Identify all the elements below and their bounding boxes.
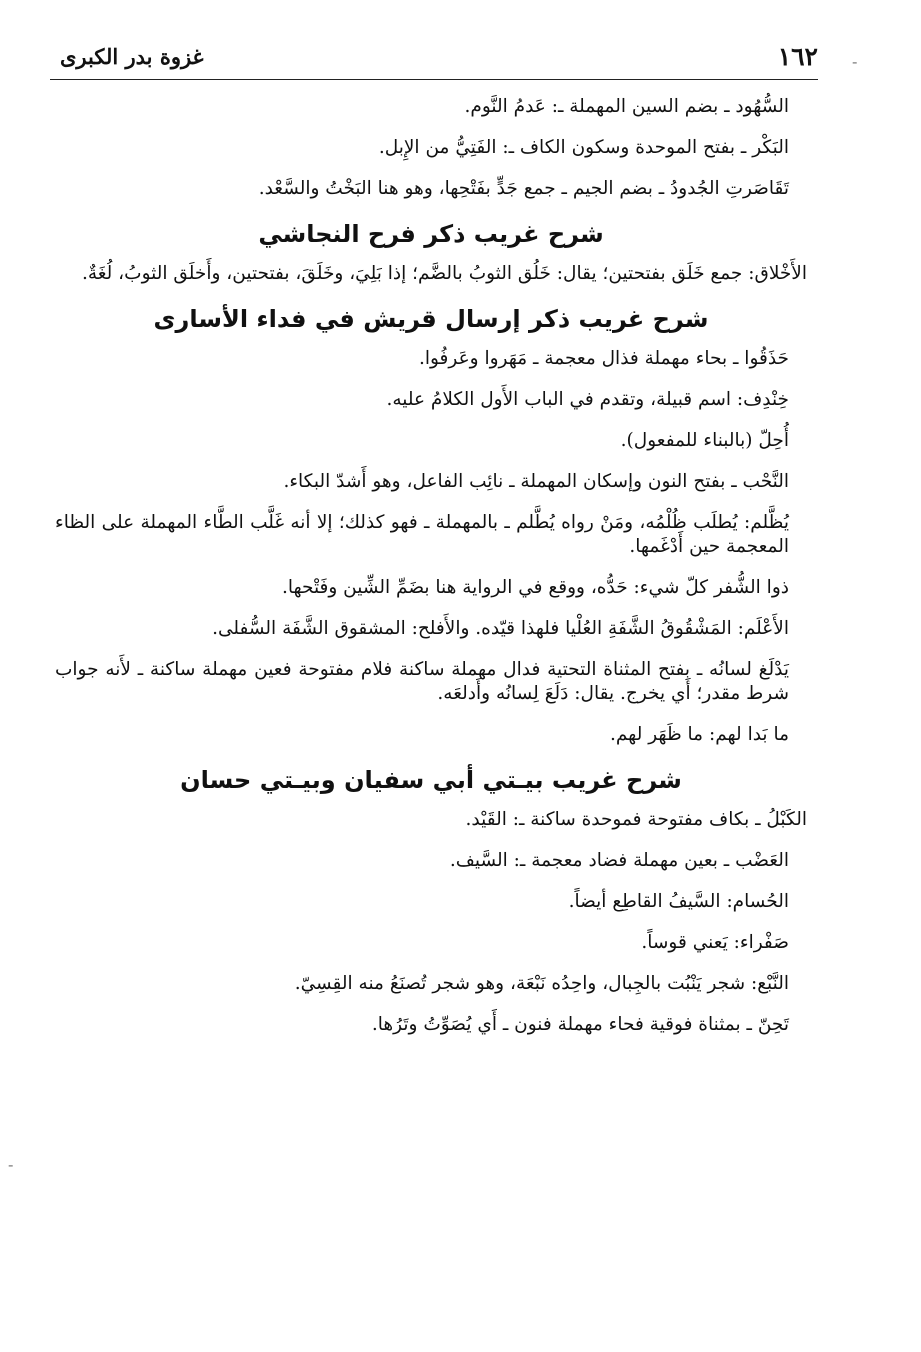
glossary-entry: تَحِنّ ـ بمثناة فوقية فحاء مهملة فنون ـ أَي يُصَوِّتُ وتَرُها. [371,1014,789,1035]
section-heading: شرح غريب بيـتي أبي سفيان وبيـتي حسان [180,766,682,794]
running-title: غزوة بدر الكبرى [60,44,204,69]
glossary-entry: النَّحْب ـ بفتح النون وإسكان المهملة ـ نائِب الفاعل، وهو أَشدّ البكاء. [283,471,789,492]
page-header [50,40,818,80]
margin-mark-top: - [852,52,858,71]
glossary-entry: صَفْراء: يَعني قوساً. [641,932,789,953]
glossary-entry: خِنْدِف: اسم قبيلة، وتقدم في الباب الأَول الكلامُ عليه. [386,389,789,410]
section-heading: شرح غريب ذكر فرح النجاشي [258,220,604,248]
margin-mark-left: - [8,1155,14,1174]
glossary-entry: يَدْلَغ لسانُه ـ بفتح المثناة التحتية فدال مهملة ساكنة فلام مفتوحة فعين مهملة ساكنة ـ لأَنه جواب شرط مقدر؛ أَي يخرج. يقال: دَلَعَ لِسانُه وأَدلعَه. [55,659,789,704]
glossary-entry: أُحِلّ (بالبناء للمفعول). [620,430,789,451]
glossary-entry: ذوا الشُّفر كلّ شيء: حَدُّه، ووقع في الرواية هنا بضَمِّ الشِّين وفَتْحها. [281,577,789,598]
page-number: ١٦٢ [777,42,818,71]
glossary-entry: الأَعْلَم: المَشْقُوقُ الشَّفَةِ العُلْيا فلهذا قيّده. والأَفلح: المشقوق الشَّفَة السُّفلى. [212,618,789,639]
glossary-entry: يُظَّلم: يُطلَب ظُلْمُه، ومَنْ رواه يُطَّلم ـ بالمهملة ـ فهو كذلك؛ إلا أنه غَلَّب الطَّاء المهملة على الظاء المعجمة حين أَدْغَمها. [55,512,789,557]
page-body [55,95,807,1335]
header-rule [50,79,818,80]
glossary-entry: السُّهُود ـ بضم السين المهملة ـ: عَدمُ النَّوم. [464,96,789,117]
section-heading: شرح غريب ذكر إرسال قريش في فداء الأسارى [153,305,709,333]
glossary-entry: حَذَقُوا ـ بحاء مهملة فذال معجمة ـ مَهَروا وعَرفُوا. [418,348,789,369]
glossary-entry: الأَخْلاق: جمع خَلَق بفتحتين؛ يقال: خَلُق الثوبُ بالضَّم؛ إذا بَلِيَ، وخَلَقَ، بفتحتين، وأَخلَق الثوبُ، لُغَةٌ. [81,263,807,284]
glossary-entry: ما بَدا لهم: ما ظَهَر لهم. [609,724,789,745]
glossary-entry: النَّبْع: شجر يَنْبُت بالجِبال، واحِدُه نَبْعَة، وهو شجر تُصنَعُ منه القِسِيّ. [294,973,789,994]
glossary-entry: الكَبْلُ ـ بكاف مفتوحة فموحدة ساكنة ـ: القَيْد. [465,809,807,830]
glossary-entry: البَكْر ـ بفتح الموحدة وسكون الكاف ـ: الفَتِيُّ من الإِبل. [378,137,789,158]
glossary-entry: تَقَاصَرتِ الجُدودُ ـ بضم الجيم ـ جمع جَدٍّ بفَتْحِها، وهو هنا البَخْتُ والسَّعْد. [258,178,789,199]
glossary-entry: الحُسام: السَّيفُ القاطِع أيضاً. [568,891,789,912]
glossary-entry: العَضْب ـ بعين مهملة فضاد معجمة ـ: السَّيف. [449,850,789,871]
